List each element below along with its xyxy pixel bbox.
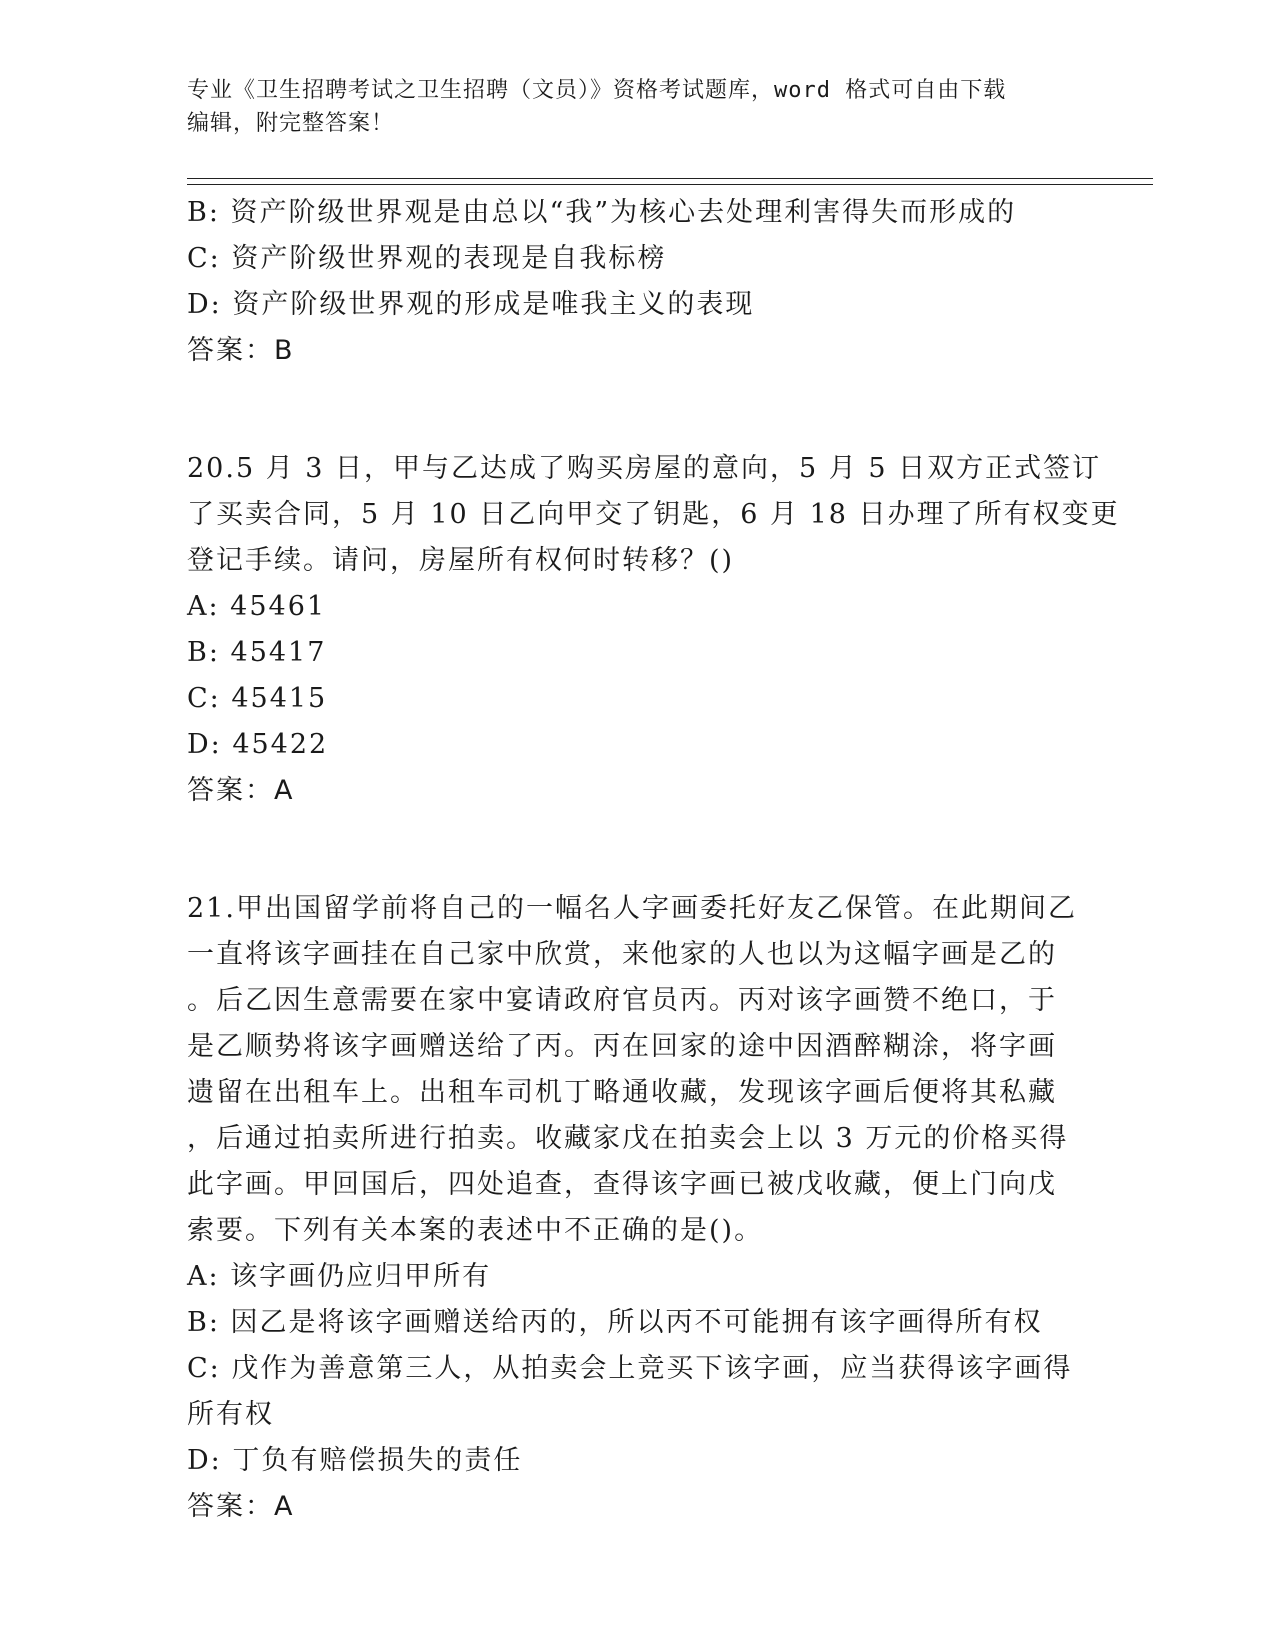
question-stem-line: 是乙顺势将该字画赠送给了丙。丙在回家的途中因酒醉糊涂，将字画 [187,1031,1057,1062]
option-d: D: 资产阶级世界观的形成是唯我主义的表现 [187,289,755,320]
answer: 答案：B [187,335,295,366]
question-stem-line: 一直将该字画挂在自己家中欣赏，来他家的人也以为这幅字画是乙的 [187,939,1057,970]
option-c-continued: 所有权 [187,1399,274,1430]
answer: 答案：A [187,1491,295,1522]
header-rule-top [187,178,1153,179]
header-rule-bottom [187,184,1153,185]
question-gap [187,814,1087,886]
question-stem-line: 了买卖合同，5 月 10 日乙向甲交了钥匙，6 月 18 日办理了所有权变更 [187,499,1120,530]
question-stem-line: 20.5 月 3 日，甲与乙达成了购买房屋的意向，5 月 5 日双方正式签订 [187,453,1102,484]
question-stem-line: 21.甲出国留学前将自己的一幅名人字画委托好友乙保管。在此期间乙 [187,893,1077,924]
option-d: D: 丁负有赔偿损失的责任 [187,1445,523,1476]
option-a: A: 该字画仍应归甲所有 [187,1261,492,1292]
answer: 答案：A [187,775,295,806]
header-line-2: 编辑，附完整答案！ [187,111,395,136]
header-line-1: 专业《卫生招聘考试之卫生招聘（文员）》资格考试题库，word 格式可自由下载 [187,78,1007,103]
option-c: C: 戊作为善意第三人，从拍卖会上竞买下该字画，应当获得该字画得 [187,1353,1073,1384]
question-stem-line: 遗留在出租车上。出租车司机丁略通收藏，发现该字画后便将其私藏 [187,1077,1057,1108]
document-body [187,190,1120,1530]
option-a: A: 45461 [187,591,327,622]
option-b: B: 因乙是将该字画赠送给丙的，所以丙不可能拥有该字画得所有权 [187,1307,1043,1338]
question-20 [187,446,1120,814]
option-b: B: 45417 [187,637,327,668]
question-stem-line: 此字画。甲回国后，四处追查，查得该字画已被戊收藏，便上门向戊 [187,1169,1057,1200]
question-19-tail [187,190,1087,374]
question-gap [187,374,1087,446]
question-stem-line: ，后通过拍卖所进行拍卖。收藏家戊在拍卖会上以 3 万元的价格买得 [187,1123,1069,1154]
option-c: C: 45415 [187,683,328,714]
question-stem-line: 。后乙因生意需要在家中宴请政府官员丙。丙对该字画赞不绝口，于 [187,985,1057,1016]
option-d: D: 45422 [187,729,329,760]
question-stem-line: 登记手续。请问，房屋所有权何时转移？() [187,545,735,576]
question-stem-line: 索要。下列有关本案的表述中不正确的是()。 [187,1215,764,1246]
option-b: B: 资产阶级世界观是由总以“我”为核心去处理利害得失而形成的 [187,197,1017,228]
question-21 [187,886,1087,1530]
option-c: C: 资产阶级世界观的表现是自我标榜 [187,243,667,274]
document-header [187,74,1067,140]
